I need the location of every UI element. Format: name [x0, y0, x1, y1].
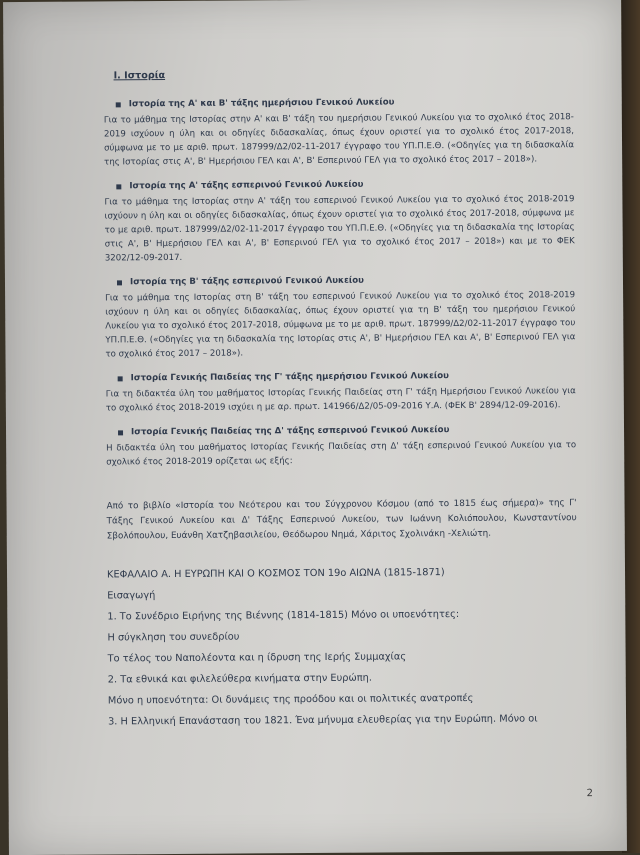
page-number: 2: [586, 788, 593, 800]
section-4: [106, 368, 576, 415]
chapter-line: Η σύγκληση του συνεδρίου: [107, 631, 240, 644]
bullet-icon: [116, 102, 121, 107]
section-title: Ιστορία της Α' και Β' τάξης ημερήσιου Γενικού Λυκείου: [128, 97, 395, 110]
section-body: Για το μάθημα της Ιστορίας στη Β' τάξη του εσπερινού Γενικού Λυκείου για το σχολικό έτος 2018-2019 ισχύουν η ύλη και οι οδηγίες διδασκαλίας, όπως έχουν οριστεί για τη Β' τάξη του ημερήσιου Γενικού Λυκείου για το σχολικό έτος 2017-2018, σύμφωνα με το με αριθ. πρωτ. 187999/Δ2/02-11-2017 έγγραφο του ΥΠ.Π.Ε.Θ. («Οδηγίες για τη διδασκαλία της Ιστορίας στις Α', Β' Ημερήσιου ΓΕΛ και Α', Β' Εσπερινού ΓΕΛ για το σχολικό έτος 2017 – 2018»).: [105, 290, 576, 360]
document-page: [3, 0, 627, 855]
document-content: [104, 66, 579, 732]
section-1: [104, 94, 574, 169]
section-title: Ιστορία Γενικής Παιδείας της Δ' τάξης εσπερινού Γενικού Λυκείου: [131, 425, 450, 438]
section-body: Για το μάθημα της Ιστορίας στην Α' και Β' τάξη του ημερήσιου Γενικού Λυκείου για το σχολικό έτος 2018-2019 ισχύουν η ύλη και οι οδηγίες διδασκαλίας, όπως έχουν οριστεί για το σχολικό έτος 2017-2018, σύμφωνα με το με αριθ. πρωτ. 187999/Δ2/02-11-2017 έγγραφο του ΥΠ.Π.Ε.Θ. («Οδηγίες για τη διδασκαλία της Ιστορίας στις Α', Β' Ημερήσιου ΓΕΛ και Α', Β' Εσπερινού ΓΕΛ για το σχολικό έτος 2017 – 2018»).: [103, 112, 575, 168]
chapter-outline: [107, 561, 578, 732]
bullet-icon: [116, 184, 121, 189]
section-title: Ιστορία της Β' τάξης εσπερινού Γενικού Λυκείου: [129, 275, 365, 288]
chapter-line: Εισαγωγή: [107, 590, 156, 602]
section-heading: I. Ιστορία: [113, 70, 166, 82]
section-2: [104, 176, 575, 265]
chapter-title: ΚΕΦΑΛΑΙΟ Α. Η ΕΥΡΩΠΗ ΚΑΙ Ο ΚΟΣΜΟΣ ΤΟΝ 19ο ΑΙΩΝΑ (1815-1871): [106, 567, 445, 581]
section-body: Για το μάθημα της Ιστορίας στην Α' τάξη του εσπερινού Γενικού Λυκείου για το σχολικό έτος 2018-2019 ισχύουν η ύλη και οι οδηγίες διδασκαλίας, όπως έχουν οριστεί για το σχολικό έτος 2017-2018, σύμφωνα με το με αριθ. πρωτ. 187999/Δ2/02-11-2017 έγγραφο του ΥΠ.Π.Ε.Θ. («Οδηγίες για τη διδασκαλία της Ιστορίας στις Α', Β' Ημερήσιου ΓΕΛ και Α', Β' Εσπερινού ΓΕΛ για το σχολικό έτος 2017 – 2018») και με το ΦΕΚ 3202/12-09-2017.: [104, 194, 575, 264]
section-title: Ιστορία της Α' τάξης εσπερινού Γενικού Λυκείου: [129, 179, 364, 192]
bullet-icon: [118, 376, 123, 381]
book-reference: Από το βιβλίο «Ιστορία του Νεότερου και του Σύγχρονου Κόσμου (από το 1815 έως σήμερα)» της Γ' Τάξης Γενικού Λυκείου και Δ' Τάξης Εσπερινού Λυκείου, των Ιωάννη Κολιόπουλου, Κωνσταντίνου Σβολόπουλου, Ευάνθη Χατζηβασιλείου, Θεόδωρου Νημά, Χάριτος Σχολινάκη -Χελιώτη.: [106, 498, 577, 542]
section-title: Ιστορία Γενικής Παιδείας της Γ' τάξης ημερήσιου Γενικού Λυκείου: [130, 371, 449, 384]
bullet-icon: [117, 280, 122, 285]
chapter-line: Το τέλος του Ναπολέοντα και η ίδρυση της Ιερής Συμμαχίας: [107, 651, 407, 665]
section-3: [105, 272, 576, 361]
chapter-line: 2. Τα εθνικά και φιλελεύθερα κινήματα στην Ευρώπη.: [107, 672, 372, 686]
bullet-icon: [118, 430, 123, 435]
section-5: [106, 422, 576, 469]
section-body: Η διδακτέα ύλη του μαθήματος Ιστορίας Γενικής Παιδείας στη Δ' τάξη εσπερινού Γενικού Λυκείου για το σχολικό έτος 2018-2019 ορίζεται ως εξής:: [106, 440, 577, 468]
chapter-line: 1. Το Συνέδριο Ειρήνης της Βιέννης (1814-1815) Μόνο οι υποενότητες:: [107, 608, 460, 623]
section-body: Για τη διδακτέα ύλη του μαθήματος Ιστορίας Γενικής Παιδείας στη Γ' τάξη Ημερήσιου Γενικού Λυκείου για το σχολικό έτος 2018-2019 ισχύει η με αρ. πρωτ. 141966/Δ2/05-09-2016 Υ.Α. (ΦΕΚ Β' 2894/12-09-2016).: [105, 386, 576, 414]
chapter-line: Μόνο η υποενότητα: Οι δυνάμεις της προόδου και οι πολιτικές ανατροπές: [107, 692, 474, 707]
chapter-line: 3. Η Ελληνική Επανάσταση του 1821. Ένα μήνυμα ελευθερίας για την Ευρώπη. Μόνο οι: [108, 713, 538, 728]
